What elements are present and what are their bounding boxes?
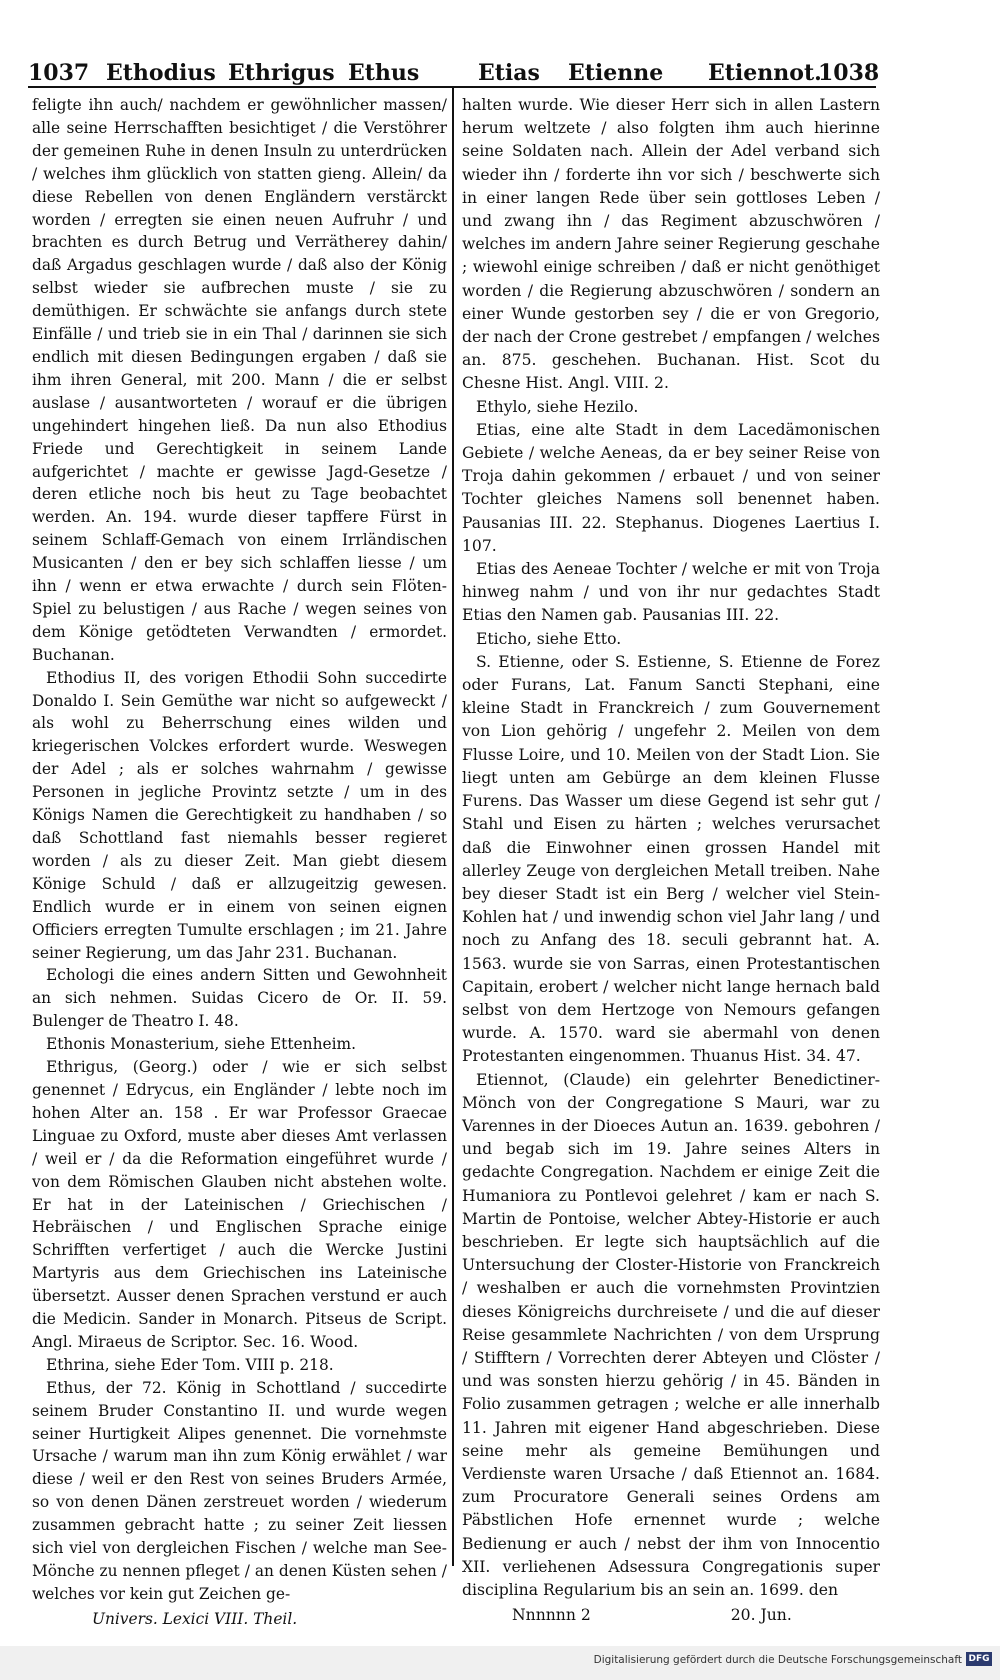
entry-paragraph: S. Etienne, oder S. Estienne, S. Etienne de Forez oder Furans, Lat. Fanum Sancti Stephani, eine kleine Stadt in Franckreich / zum Gouvernement von Lion gehörig / ungefehr 2. Meilen von dem Flusse Loire, und 10. Meilen von der Stadt Lion. Sie liegt unten am Gebürge an dem kleinen Flusse Furens. Das Wasser um diese Gegend ist sehr gut / Stahl und Eisen zu härten ; welches verursachet daß die Einwohner einen grossen Handel mit allerley Zeuge von dergleichen Metall treiben. Nahe bey dieser Stadt ist ein Berg / welcher viel Stein-Kohlen hat / und inwendig schon viel Jahr lang / und noch zu Anfang des 18. seculi gebrannt hat. A. 1563. wurde sie von Sarras, einen Protestantischen Capitain, erobert / welcher nicht lange hernach bald selbst von dem Hertzoge von Nemours gefangen wurde. A. 1570. ward sie abermahl von denen Protestanten eingenommen. Thuanus Hist. 34. 47.: [462, 652, 880, 1066]
entry-paragraph: Etiennot, (Claude) ein gelehrter Benedictiner-Mönch von der Congregatione S Mauri, war zu Varennes in der Dioeces Autun an. 1639. gebohren / und begab sich im 19. Jahre seines Alters in gedachte Congregation. Nachdem er einige Zeit die Humaniora zu Pontlevoi gelehret / kam er nach S. Martin de Pontoise, welcher Abtey-Historie er auch beschrieben. Er legte sich hauptsächlich auf die Untersuchung der Closter-Historie von Franckreich / weshalben er auch die vornehmsten Provintzien dieses Königreichs durchreisete / und die auf dieser Reise gesammlete Nachrichten / von dem Ursprung / Stifftern / Vorrechten derer Abteyen und Clöster / und was sonsten hierzu gehörig / in 45. Bänden in Folio zusammen getragen ; welche er alle innerhalb 11. Jahren mit eigener Hand abgeschrieben. Diese seine mehr als gemeine Bemühungen und Verdienste waren Ursache / daß Etiennot an. 1684. zum Procuratore Generali seines Ordens am Päbstlichen Hofe ernennet wurde ; welche Bedienung er auch / nebst der ihm von Innocentio XII. verliehenen Adsessura Congregationis super disciplina Regularium bis an sein an. 1699. den: [462, 1070, 880, 1599]
signature-line: [462, 1604, 880, 1627]
header-keyword: Etiennot.: [708, 60, 822, 86]
signature-mark: Nnnnnn 2: [512, 1606, 591, 1625]
right-column: [462, 94, 880, 1627]
entry-paragraph: Eticho, siehe Etto.: [476, 629, 622, 648]
catchword: 20. Jun.: [730, 1606, 792, 1625]
entry-paragraph: Ethonis Monasterium, siehe Ettenheim.: [46, 1035, 356, 1054]
entry-paragraph: feligte ihn auch/ nachdem er gewöhnlicher massen/ alle seine Herrschafften besichtiget / die Verstöhrer der gemeinen Ruhe in denen Insuln zu unterdrücken / welches ihm glücklich von statten gieng. Allein/ da diese Rebellen von denen Engländern verstärckt worden / erregten sie einen neuen Aufruhr / und brachten es durch Betrug und Verrätherey dahin/ daß Argadus geschlagen wurde / daß also der König selbst wieder sie aufbrechen muste / sie zu demüthigen. Er schwächte sie anfangs durch stete Einfälle / und trieb sie in ein Thal / darinnen sie sich endlich mit diesen Bedingungen ergaben / daß sie ihm ihren General, mit 200. Mann / die er selbst auslase / ausantworteten / worauf er die übrigen ungehindert hingehen ließ. Da nun also Ethodius Friede und Gerechtigkeit in seinem Lande aufgerichtet / machte er gewisse Jagd-Gesetze / deren etliche noch bis heut zu Tage beobachtet werden. An. 194. wurde dieser tapffere Fürst in seinem Schlaff-Gemach von einem Irrländischen Musicanten / den er bey sich schlaffen liesse / um ihn / wenn er etwa erwachte / durch sein Flöten-Spiel zu belustigen / aus Rache / wegen seines von dem Könige getödteten Verwandten / ermordet. Buchanan.: [32, 96, 447, 664]
entry-paragraph: Ethylo, siehe Hezilo.: [476, 397, 639, 416]
header-keyword: Ethus: [348, 60, 420, 86]
header-keyword: Etias: [478, 60, 540, 86]
entry-paragraph: Ethodius II, des vorigen Ethodii Sohn succedirte Donaldo I. Sein Gemüthe war nicht so aufgeweckt / als wohl zu Beherrschung eines wilden und kriegerischen Volckes erfordert wurde. Weswegen der Adel ; als er solches wahrnahm / gewisse Personen in jegliche Provintz setzte / um in des Königs Namen die Gerechtigkeit zu handhaben / so daß Schottland fast niemahls besser regieret worden / als zu dieser Zeit. Man giebt diesem Könige Schuld / daß er allzugeitzig gewesen. Endlich wurde er in einem von seinen eignen Officiers erregten Tumulte erschlagen ; im 21. Jahre seiner Regierung, um das Jahr 231. Buchanan.: [32, 668, 447, 962]
page-number-left: 1037: [28, 60, 90, 86]
digitization-credit: Digitalisierung gefördert durch die Deutsche Forschungsgemeinschaft: [593, 1654, 962, 1666]
entry-paragraph: halten wurde. Wie dieser Herr sich in allen Lastern herum weltzete / also folgten ihm auch hierinne seine Soldaten nach. Allein der Adel verband sich wieder ihn / forderte ihn vor sich / beschwerte sich in einer langen Rede über sein gottloses Leben / und zwang ihn / das Regiment abzuschwören / welches im andern Jahre seiner Regierung geschahe ; wiewohl einige schreiben / daß er nicht genöthiget worden / die Regierung abzuschwören / sondern an einer Wunde gestorben sey / die er von Gregorio, der nach der Crone gestrebet / empfangen / welches an. 875. geschehen. Buchanan. Hist. Scot du Chesne Hist. Angl. VIII. 2.: [462, 96, 880, 393]
left-column: [32, 94, 447, 1631]
entry-paragraph: Etias des Aeneae Tochter / welche er mit von Troja hinweg nahm / und von ihr nur gedachtes Stadt Etias den Namen gab. Pausanias III. 22.: [462, 560, 880, 625]
header-keyword: Etienne: [568, 60, 664, 86]
page-number-right: 1038: [818, 60, 880, 86]
entry-paragraph: Ethrina, siehe Eder Tom. VIII p. 218.: [46, 1355, 334, 1374]
signature-mark: Univers. Lexici VIII. Theil.: [92, 1609, 298, 1628]
header-keyword: Ethodius: [106, 60, 216, 86]
header-keyword: Ethrigus: [228, 60, 335, 86]
entry-paragraph: Etias, eine alte Stadt in dem Lacedämonischen Gebiete / welche Aeneas, da er bey seiner Reise von Troja dahin gekommen / erbauet / und von seiner Tochter gleiches Namens soll benennet haben. Pausanias III. 22. Stephanus. Diogenes Laertius I. 107.: [462, 420, 880, 555]
dfg-logo-icon: DFG: [966, 1652, 992, 1666]
entry-paragraph: Ethus, der 72. König in Schottland / succedirte seinem Bruder Constantino II. und wurde wegen seiner Hurtigkeit Alipes genennet. Die vornehmste Ursache / warum man ihn zum König erwählet / war diese / weil er den Rest von seines Bruders Armée, so von denen Dänen zerstreuet worden / wiederum zusammen gebracht hatte ; zu seiner Zeit liessen sich viel von dergleichen Fischen / welche man See-Mönche zu nennen pfleget / an denen Küsten sehen / welches vor kein gut Zeichen ge-: [32, 1378, 447, 1603]
column-divider: [452, 86, 454, 1566]
entry-paragraph: Echologi die eines andern Sitten und Gewohnheit an sich nehmen. Suidas Cicero de Or. II. 59. Bulenger de Theatro I. 48.: [32, 966, 447, 1031]
entry-paragraph: Ethrigus, (Georg.) oder / wie er sich selbst genennet / Edrycus, ein Engländer / lebte noch im hohen Alter an. 158 . Er war Professor Graecae Linguae zu Oxford, muste aber dieses Amt verlassen / weil er / da die Reformation eingeführet wurde / von dem Römischen Glauben nicht abstehen wolte. Er hat in der Lateinischen / Griechischen / Hebräischen / und Englischen Sprache einige Schrifften verfertiget / auch die Wercke Justini Martyris aus dem Griechischen ins Lateinische übersetzt. Ausser denen Sprachen verstund er auch die Medicin. Sander in Monarch. Pitseus de Script. Angl. Miraeus de Scriptor. Sec. 16. Wood.: [32, 1058, 447, 1351]
